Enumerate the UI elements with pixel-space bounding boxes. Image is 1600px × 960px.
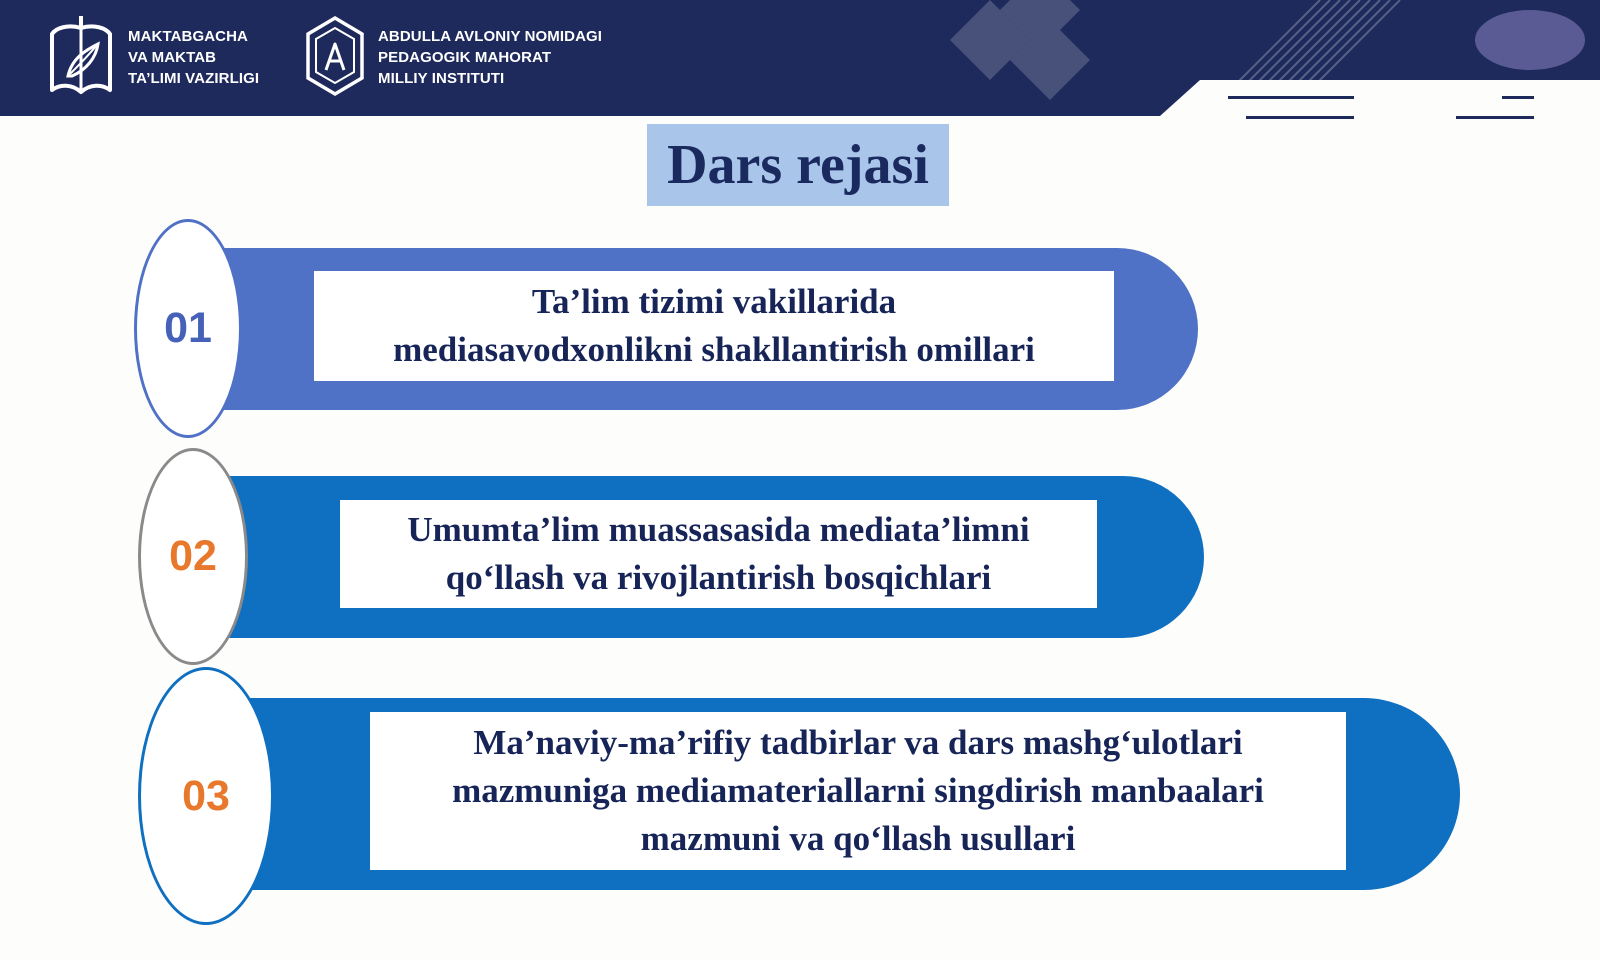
institute-name-line: PEDAGOGIK MAHORAT (378, 48, 552, 66)
item-text-line: mazmuni va qo‘llash usullari (640, 819, 1076, 858)
item-text-box (370, 712, 1346, 870)
institute-name-line: MILLIY INSTITUTI (378, 69, 505, 87)
item-number-circle (138, 448, 248, 665)
corner-decoration-lines (0, 0, 1600, 130)
item-number: 02 (169, 532, 217, 580)
ministry-name-line: TA’LIMI VAZIRLIGI (128, 69, 260, 87)
item-text-line: Ta’lim tizimi vakillarida (531, 282, 897, 321)
page-title-box (647, 124, 949, 206)
item-text-line: Ma’naviy-ma’rifiy tadbirlar va dars mashg‘ulotlari (473, 723, 1243, 762)
item-number: 01 (164, 304, 212, 352)
item-number-circle (134, 219, 242, 438)
item-number: 03 (182, 771, 230, 820)
item-text-line: Umumta’lim muassasasida mediata’limni (407, 510, 1030, 549)
item-number-circle (138, 667, 274, 925)
item-text-box (340, 500, 1097, 608)
institute-name-line: ABDULLA AVLONIY NOMIDAGI (378, 27, 603, 45)
item-text-box (314, 271, 1114, 381)
item-text-line: mediasavodxonlikni shakllantirish omillari (393, 330, 1035, 369)
item-text-line: qo‘llash va rivojlantirish bosqichlari (445, 558, 992, 597)
item-text-line: mazmuniga mediamateriallarni singdirish manbaalari (452, 771, 1264, 810)
ministry-name-line: VA MAKTAB (128, 48, 217, 66)
ministry-name-line: MAKTABGACHA (128, 27, 248, 45)
page-title: Dars rejasi (667, 134, 929, 196)
